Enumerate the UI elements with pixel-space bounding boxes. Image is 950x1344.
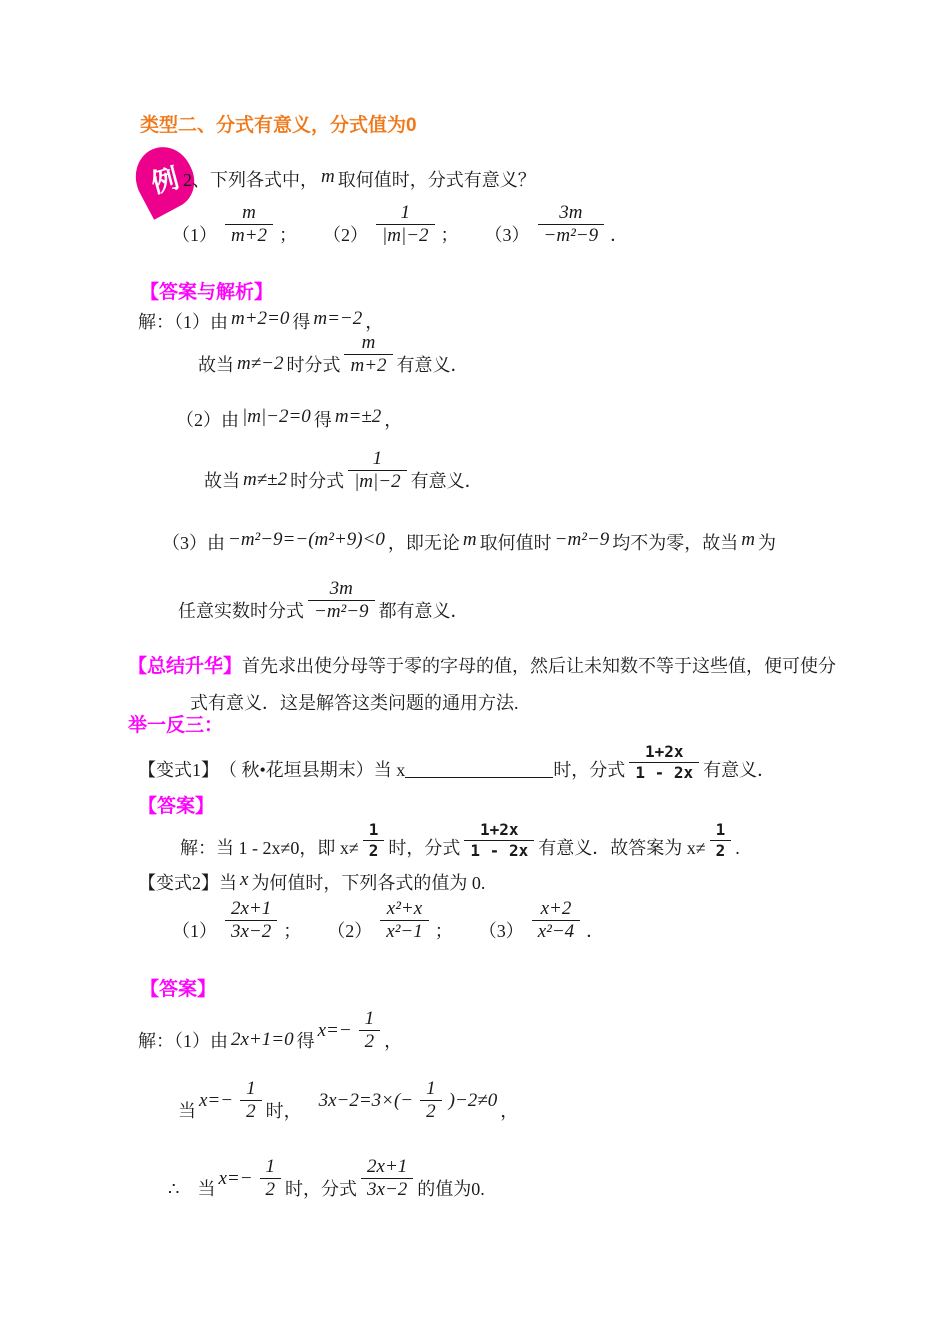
math-unit [196, 1078, 266, 1124]
summary-paragraph-line2 [190, 690, 519, 716]
fraction-denominator: 2 [359, 1030, 381, 1053]
therefore-symbol: ∴ [168, 1178, 180, 1199]
item-label: （1） [172, 920, 217, 941]
math-unit [316, 1078, 501, 1124]
item-separator: ． [586, 920, 605, 941]
fraction [260, 1156, 282, 1202]
item-separator: ； [279, 224, 298, 245]
fraction-numerator: 1 [400, 202, 411, 223]
variant1-answer-title: 【答案】 [138, 796, 215, 817]
fraction-numerator: 1 [368, 820, 379, 839]
fraction [359, 1008, 381, 1054]
fraction [240, 1078, 262, 1124]
solution-text: 的值为0. [417, 1178, 485, 1199]
fraction [361, 1156, 413, 1202]
fraction-denominator: 3x−2 [225, 920, 277, 943]
equation: |m|−2=0 [242, 406, 311, 427]
variant1-solution [180, 820, 740, 861]
variant2-solution-2 [178, 1078, 518, 1124]
variable: x [240, 869, 249, 890]
fraction [363, 820, 385, 861]
equation: x=− [218, 1168, 253, 1190]
variant2-solution-3 [168, 1156, 485, 1202]
fraction-numerator: 2x+1 [367, 1156, 408, 1177]
fraction-denominator: 3x−2 [361, 1178, 413, 1201]
solution-text: 时，分式 [388, 837, 461, 858]
analysis-title: 【答案与解析】 [140, 282, 274, 303]
fraction [225, 898, 277, 944]
fraction-denominator: |m|−2 [348, 470, 407, 493]
variant2-fraction-list [172, 898, 630, 944]
section-heading: 类型二、分式有意义，分式值为0 [140, 115, 417, 136]
example-fraction-list [172, 202, 654, 248]
solution-text: （3）由 [162, 533, 225, 553]
variable: m [462, 529, 477, 550]
equation: )−2≠0 [448, 1090, 498, 1112]
solution-text: 时分式 [290, 470, 345, 491]
item-separator: ； [283, 920, 302, 941]
solution-text: 当 [197, 1178, 216, 1199]
equation: 3x−2=3×(− [318, 1090, 414, 1112]
example-badge-label: 例 [148, 162, 183, 199]
fraction-denominator: x²−1 [380, 920, 428, 943]
fraction-numerator: 1 [364, 1008, 375, 1029]
variant2-text: 为何值时，下列各式的值为 0. [251, 873, 486, 893]
fraction-numerator: x+2 [540, 898, 572, 919]
equation: m=−2 [313, 308, 363, 329]
variant1-text: 有意义． [703, 759, 776, 780]
solution-text: 得 [313, 410, 332, 430]
example-question [183, 167, 536, 195]
item-label: （3） [478, 920, 524, 941]
variant2-label: 【变式2】 [138, 873, 219, 893]
solution-text: ， [365, 312, 384, 332]
solution-text: 故当 [198, 354, 234, 375]
solution-text: 时分式 [286, 354, 341, 375]
solution-text: 任意实数时分式 [178, 600, 304, 621]
question-variable: m [321, 166, 335, 187]
fraction [420, 1078, 442, 1124]
solution-text: 取何值时 [479, 533, 552, 553]
solution-step-2 [176, 407, 402, 435]
fraction-numerator: m [361, 332, 376, 353]
fraction-denominator: 1 - 2x [629, 762, 699, 783]
practice-heading: 举一反三： [128, 715, 224, 736]
fraction-denominator: x²−4 [532, 920, 580, 943]
solution-step-3 [162, 530, 776, 558]
solution-text: 得 [296, 1030, 315, 1051]
solution-text: 有意义． [410, 470, 483, 491]
fraction [532, 898, 580, 944]
equation: −m²−9 [554, 529, 610, 550]
solution-text: 解：（1）由 [138, 1030, 228, 1051]
item-label: （3） [484, 224, 530, 245]
fraction-numerator: x²+x [386, 898, 423, 919]
solution-text: 有意义． [396, 354, 469, 375]
variant2-question [138, 870, 485, 898]
fraction-denominator: |m|−2 [376, 224, 435, 247]
summary-text: 首先求出使分母等于零的字母的值，然后让未知数不等于这些值，便可使分 [242, 656, 837, 676]
fraction [629, 742, 699, 783]
fraction [538, 202, 605, 248]
item-label: （2） [323, 224, 369, 245]
fraction-numerator: 3m [329, 578, 353, 599]
equation: m+2=0 [231, 308, 290, 329]
item-separator: ． [610, 224, 629, 245]
fraction-numerator: 1+2x [644, 742, 684, 761]
item-separator: ； [434, 920, 453, 941]
solution-text: 时，分式 [285, 1178, 358, 1199]
solution-text: ， [384, 410, 403, 430]
math-unit [315, 1008, 385, 1054]
fraction [225, 202, 273, 248]
fraction [308, 578, 375, 624]
fraction-numerator: 2x+1 [231, 898, 272, 919]
solution-text: 解：当 1 - 2x≠0，即 x≠ [180, 837, 359, 858]
solution-text: 得 [292, 312, 311, 332]
solution-text: . [735, 837, 740, 858]
fraction-numerator: 1 [265, 1156, 276, 1177]
solution-text: ， [384, 1030, 403, 1051]
math-unit [215, 1156, 285, 1202]
solution-text: 为 [757, 533, 776, 553]
variant1-label: 【变式1】 [138, 759, 219, 780]
fraction-denominator: 2 [363, 840, 385, 861]
fraction [464, 820, 534, 861]
item-separator: ； [440, 224, 459, 245]
fraction-numerator: m [242, 202, 256, 223]
solution-text: 当 [178, 1100, 196, 1121]
fraction-numerator: 1+2x [480, 820, 519, 839]
summary-label: 【总结升华】 [128, 656, 243, 677]
equation: −m²−9=−(m²+9)<0 [228, 529, 385, 550]
fraction-numerator: 3m [559, 202, 583, 223]
solution-step-2-conclusion [204, 448, 483, 494]
equation: m=±2 [334, 406, 382, 427]
fraction-denominator: 2 [710, 840, 732, 861]
fraction-numerator: 1 [372, 448, 383, 469]
fraction-numerator: 1 [715, 820, 726, 839]
variant2-answer-title: 【答案】 [140, 979, 217, 1000]
solution-step-3-conclusion [178, 578, 469, 624]
equation: 2x+1=0 [231, 1029, 294, 1051]
fraction [348, 448, 407, 494]
item-label: （2） [327, 920, 373, 941]
variant1-text: 时，分式 [553, 759, 626, 780]
fraction-denominator: −m²−9 [308, 600, 375, 623]
blank-underline [405, 777, 553, 778]
solution-text: 均不为零，故当 [612, 533, 739, 553]
fraction-numerator: 1 [246, 1078, 256, 1099]
fraction [710, 820, 732, 861]
equation: m≠±2 [243, 469, 288, 491]
solution-text: 时， [265, 1100, 302, 1121]
fraction-denominator: m+2 [225, 224, 273, 247]
variant1-question [138, 742, 775, 783]
question-text: 取何值时，分式有意义？ [337, 170, 536, 190]
variable: m [741, 529, 755, 550]
solution-text: 都有意义． [378, 600, 469, 621]
solution-text: ，即无论 [387, 533, 460, 553]
solution-text: 有意义．故答案为 x≠ [538, 837, 706, 858]
fraction-denominator: 2 [240, 1100, 262, 1123]
fraction-denominator: −m²−9 [538, 224, 605, 247]
variant1-text: （ 秋•花垣县期末）当 x [219, 759, 406, 780]
variant2-solution-1 [138, 1008, 402, 1054]
fraction [376, 202, 435, 248]
question-text: 2、下列各式中， [183, 170, 318, 190]
summary-paragraph [128, 653, 836, 681]
fraction [380, 898, 428, 944]
variant2-text: 当 [219, 873, 237, 893]
solution-step-1-conclusion [198, 332, 469, 378]
summary-text: 式有意义．这是解答这类问题的通用方法. [190, 693, 519, 713]
fraction [344, 332, 392, 378]
fraction-denominator: 1 - 2x [464, 840, 534, 861]
equation: m≠−2 [237, 353, 284, 375]
fraction-denominator: 2 [260, 1178, 282, 1201]
fraction-numerator: 1 [426, 1078, 436, 1099]
fraction-denominator: m+2 [344, 354, 392, 377]
equation: x=− [199, 1090, 234, 1112]
solution-text: 解：（1）由 [138, 312, 228, 332]
solution-text: 故当 [204, 470, 240, 491]
fraction-denominator: 2 [420, 1100, 442, 1123]
solution-text: （2）由 [176, 410, 239, 430]
equation: x=− [317, 1020, 352, 1042]
solution-text: ， [500, 1100, 519, 1121]
item-label: （1） [172, 224, 217, 245]
